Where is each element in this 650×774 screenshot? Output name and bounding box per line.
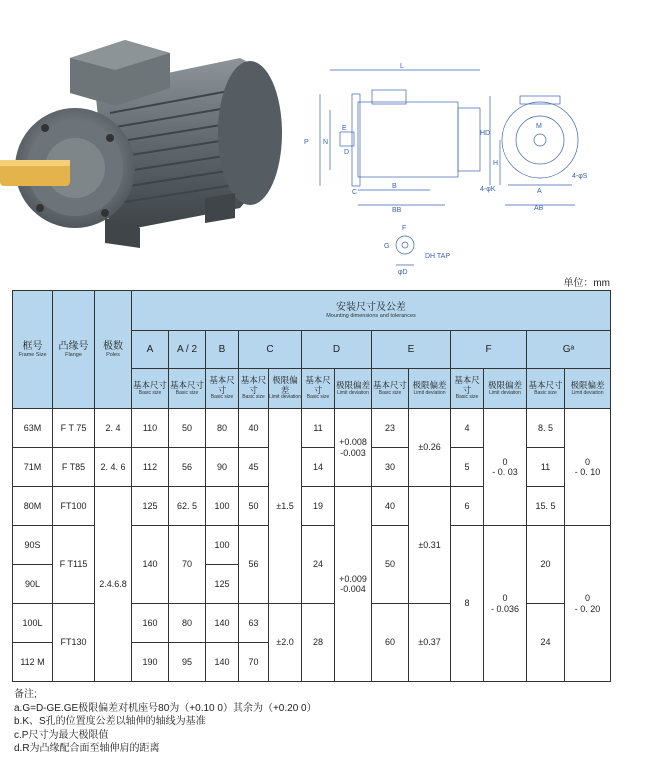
cell-B: 90	[206, 448, 239, 487]
header-C: C	[239, 331, 302, 369]
label-M: M	[536, 123, 542, 130]
subheader-basic: 基本尺寸 Basic size	[206, 369, 239, 409]
notes	[14, 688, 317, 756]
cell-flange: FT130	[53, 604, 95, 682]
cell-A2: 50	[169, 409, 206, 448]
label-S: 4-φS	[572, 173, 588, 180]
dimension-table	[12, 290, 611, 682]
motor-photo	[0, 18, 300, 253]
subheader-limit: 极限偏差 Limit deviation	[269, 369, 302, 409]
cell-B: 140	[206, 643, 239, 682]
cell-C: 70	[239, 643, 269, 682]
label-A: A	[537, 188, 542, 195]
cell-D: 28	[302, 604, 335, 682]
subheader-limit: 极限偏差 Limit deviation	[409, 369, 451, 409]
cell-C: 50	[239, 487, 269, 526]
cell-A: 160	[132, 604, 169, 643]
label-DH: DH TAP	[425, 253, 451, 260]
cell-flange: F T 75	[53, 409, 95, 448]
cell-B: 125	[206, 565, 239, 604]
label-P: P	[304, 139, 309, 146]
header-E: E	[372, 331, 451, 369]
cell-D: 14	[302, 448, 335, 487]
cell-D: 11	[302, 409, 335, 448]
cell-D: 24	[302, 526, 335, 604]
cell-poles: 2. 4	[95, 409, 132, 448]
cell-A2: 62. 5	[169, 487, 206, 526]
cell-A2: 56	[169, 448, 206, 487]
note-c: c.P尺寸为最大极限值	[14, 729, 109, 741]
cell-C-tol: ±1.5	[269, 409, 302, 604]
cell-C-tol: ±2.0	[269, 604, 302, 682]
label-phiD: φD	[398, 269, 408, 276]
cell-A2: 80	[169, 604, 206, 643]
cell-B: 140	[206, 604, 239, 643]
cell-flange: FT100	[53, 487, 95, 526]
header-D: D	[302, 331, 372, 369]
cell-G-tol: 0 - 0. 20	[565, 526, 611, 682]
cell-flange: F T85	[53, 448, 95, 487]
cell-G: 8. 5	[527, 409, 565, 448]
cell-D-tol: +0.008 -0.003	[335, 409, 372, 487]
cell-F: 6	[451, 487, 484, 526]
cell-B: 80	[206, 409, 239, 448]
cell-flange: F T115	[53, 526, 95, 604]
cell-G: 20	[527, 526, 565, 604]
label-HD: HD	[480, 130, 491, 137]
cell-E: 30	[372, 448, 409, 487]
cell-frame: 80M	[13, 487, 53, 526]
subheader-limit: 极限偏差 Limit deviation	[484, 369, 527, 409]
label-N: N	[323, 139, 329, 146]
note-d: d.R为凸缘配合面至轴伸肩的距离	[14, 743, 160, 754]
cell-D-tol: +0.009 -0.004	[335, 487, 372, 682]
label-C: C	[352, 189, 358, 196]
subheader-basic: 基本尺寸 Basic size	[372, 369, 409, 409]
cell-E-tol: ±0.26	[409, 409, 451, 487]
cell-F-tol: 0 - 0. 03	[484, 409, 527, 526]
cell-E: 60	[372, 604, 409, 682]
dimension-drawings	[300, 60, 650, 280]
note-a: a.G=D-GE.GE极限偏差对机座号80为（+0.10 0）其余为（+0.20 0）	[14, 702, 317, 714]
cell-frame: 90S	[13, 526, 53, 565]
cell-A: 140	[132, 526, 169, 604]
cell-poles: 2.4.6.8	[95, 487, 132, 682]
notes-title: 备注;	[14, 689, 37, 700]
cell-F: 4	[451, 409, 484, 448]
cell-B: 100	[206, 487, 239, 526]
cell-frame: 63M	[13, 409, 53, 448]
cell-poles: 2. 4. 6	[95, 448, 132, 487]
cell-A: 110	[132, 409, 169, 448]
label-AB: AB	[534, 205, 544, 212]
cell-frame: 112 M	[13, 643, 53, 682]
cell-E-tol: ±0.37	[409, 604, 451, 682]
cell-F: 5	[451, 448, 484, 487]
cell-B: 100	[206, 526, 239, 565]
cell-A: 112	[132, 448, 169, 487]
cell-frame: 100L	[13, 604, 53, 643]
label-B: B	[392, 183, 397, 190]
cell-frame: 71M	[13, 448, 53, 487]
subheader-basic: 基本尺寸 Basic size	[169, 369, 206, 409]
header-A: A	[132, 331, 169, 369]
label-G: G	[384, 243, 390, 250]
cell-C: 45	[239, 448, 269, 487]
note-b: b.K、S孔的位置度公差以轴伸的轴线为基准	[14, 716, 206, 727]
header-B: B	[206, 331, 239, 369]
header-mounting: 安装尺寸及公差 Mounting dimensions and tolerances	[132, 291, 611, 331]
header-flange: 凸缘号 Flange	[53, 291, 95, 409]
cell-E: 23	[372, 409, 409, 448]
cell-E-tol: ±0.31	[409, 487, 451, 604]
cell-frame: 90L	[13, 565, 53, 604]
table-row	[13, 409, 611, 448]
cell-A: 190	[132, 643, 169, 682]
header-frame: 框号 Frame Size	[13, 291, 53, 409]
label-E: E	[342, 125, 347, 132]
label-D: D	[344, 149, 350, 156]
header-G: Gᵃ	[527, 331, 611, 369]
subheader-limit: 极限偏差 Limit deviation	[565, 369, 611, 409]
cell-A2: 95	[169, 643, 206, 682]
cell-D: 19	[302, 487, 335, 526]
cell-A: 125	[132, 487, 169, 526]
label-L: L	[400, 63, 404, 70]
cell-E: 50	[372, 526, 409, 604]
header-A2: A / 2	[169, 331, 206, 369]
cell-C: 56	[239, 526, 269, 604]
cell-A2: 70	[169, 526, 206, 604]
subheader-basic: 基本尺寸 Basic size	[239, 369, 269, 409]
cell-E: 40	[372, 487, 409, 526]
header-poles: 极数 Poles	[95, 291, 132, 409]
cell-G: 24	[527, 604, 565, 682]
header-F: F	[451, 331, 527, 369]
label-H: H	[493, 160, 499, 167]
cell-C: 40	[239, 409, 269, 448]
subheader-basic: 基本尺寸 Basic size	[132, 369, 169, 409]
cell-C: 63	[239, 604, 269, 643]
subheader-basic: 基本尺寸 Basic size	[451, 369, 484, 409]
cell-F: 8	[451, 526, 484, 682]
cell-F-tol: 0 - 0.036	[484, 526, 527, 682]
label-F: F	[402, 225, 407, 232]
unit-label: 单位：mm	[563, 278, 610, 289]
cell-G-tol: 0 - 0. 10	[565, 409, 611, 526]
subheader-basic: 基本尺寸 Basic size	[527, 369, 565, 409]
subheader-limit: 极限偏差 Limit deviation	[335, 369, 372, 409]
label-BB: BB	[392, 207, 402, 214]
subheader-basic: 基本尺寸 Basic size	[302, 369, 335, 409]
label-K: 4-φK	[480, 186, 496, 193]
cell-G: 11	[527, 448, 565, 487]
cell-G: 15. 5	[527, 487, 565, 526]
